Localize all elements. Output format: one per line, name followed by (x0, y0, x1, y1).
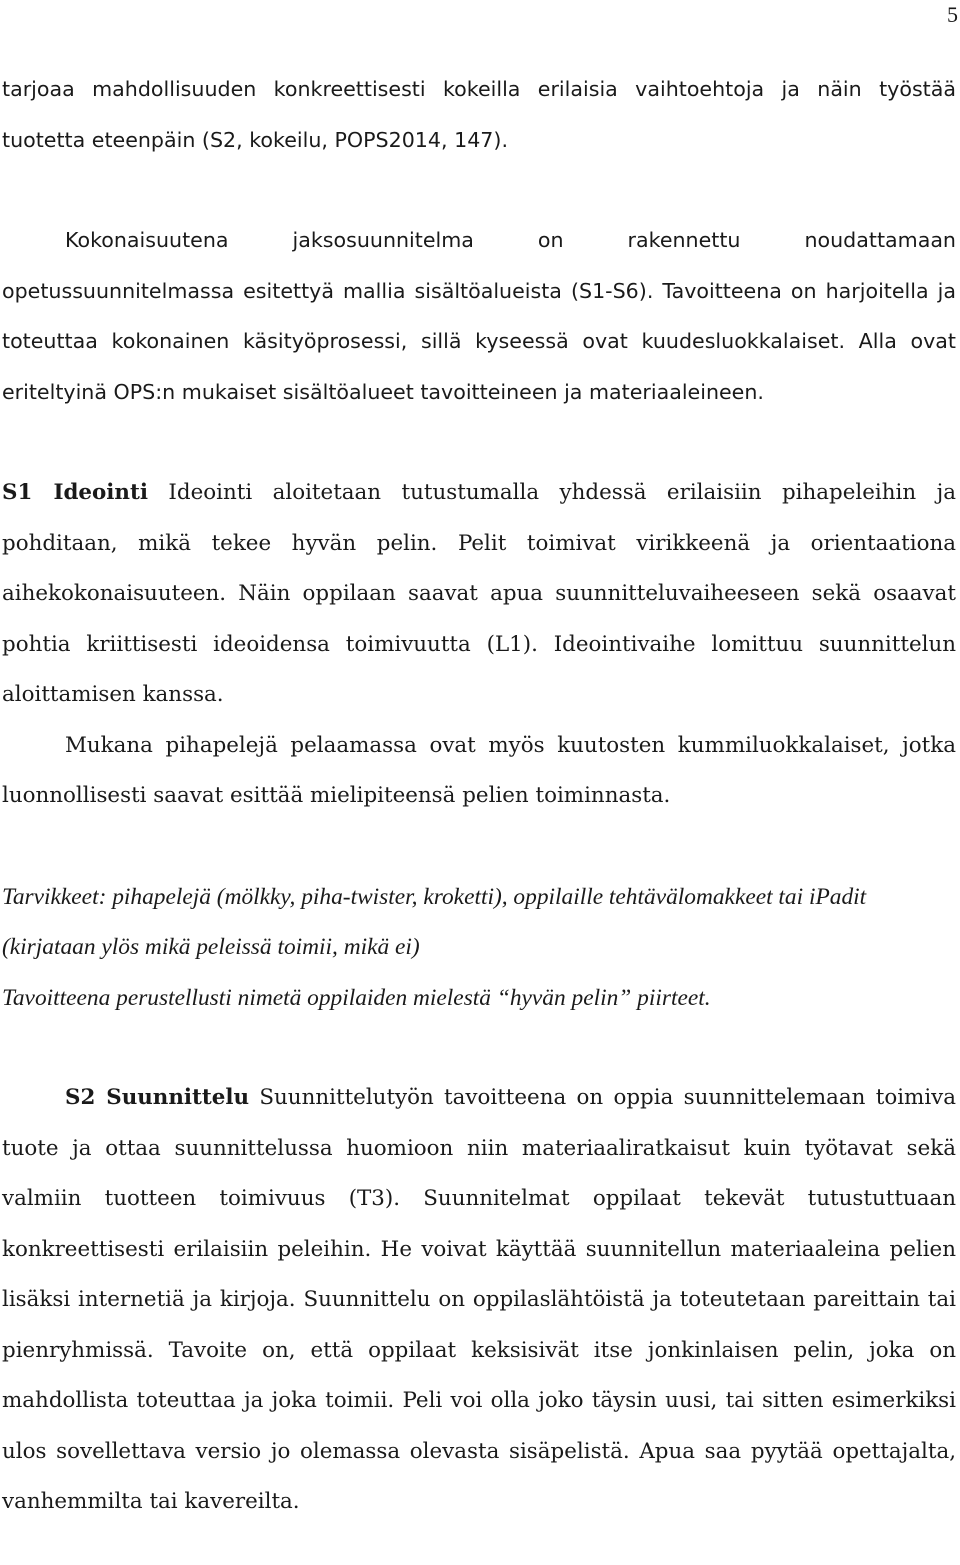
paragraph-intro-continuation: tarjoaa mahdollisuuden konkreettisesti kokeilla erilaisia vaihtoehtoja ja näin työstää tuotetta eteenpäin (S2, kokeilu, POPS2014, 147). (2, 77, 956, 152)
section-s2-text: Suunnittelutyön tavoitteena on oppia suunnittelemaan toimiva tuote ja ottaa suunnittelussa huomioon niin materiaaliratkaisut kuin työtavat sekä valmiin tuotteen toimivuus (T3). Suunnitelmat oppilaat tekevät tutustuttuaan konkreettisesti erilaisiin peleihin. He voivat käyttää suunnitellun materiaaleina pelien lisäksi internetiä ja kirjoja. Suunnittelu on oppilaslähtöistä ja toteutetaan pareittain tai pienryhmissä. Tavoite on, että oppilaat keksisivät itse jonkinlaisen pelin, joka on mahdollista toteuttaa ja joka toimii. Peli voi olla joko täysin uusi, tai sitten esimerkiksi ulos sovellettava versio jo olemassa olevasta sisäpelistä. Apua saa pyytää opettajalta, vanhemmilta tai kavereilta. (2, 1085, 956, 1514)
document-body (2, 64, 956, 1528)
section-s1-label: S1 Ideointi (2, 480, 148, 505)
section-s2 (2, 1073, 956, 1528)
section-s1-text: Ideointi aloitetaan tutustumalla yhdessä erilaisiin pihapeleihin ja pohditaan, mikä tekee hyvän pelin. Pelit toimivat virikkeenä ja orientaationa aihekokonaisuuteen. Näin oppilaan saavat apua suunnitteluvaiheeseen sekä osaavat pohtia kriittisesti ideoidensa toimivuutta (L1). Ideointivaihe lomittuu suunnittelun aloittamisen kanssa. (2, 480, 956, 707)
page-number: 5 (947, 2, 958, 27)
paragraph-s1-extra: Mukana pihapelejä pelaamassa ovat myös kuutosten kummiluokkalaiset, jotka luonnollisesti saavat esittää mielipiteensä pelien toiminnasta. (2, 732, 956, 808)
section-s1 (2, 468, 956, 721)
materials-note: Tarvikkeet: pihapelejä (mölkky, piha-twister, kroketti), oppilaille tehtävälomakkeet tai iPadit (kirjataan ylös mikä peleissä toimii, mikä ei) (2, 883, 867, 960)
paragraph-overview: Kokonaisuutena jaksosuunnitelma on rakennettu noudattamaan opetussuunnitelmassa esitettyä mallia sisältöalueista (S1-S6). Tavoitteena on harjoitella ja toteuttaa kokonainen käsityöprosessi, sillä kyseessä ovat kuudesluokkalaiset. Alla ovat eriteltyinä OPS:n mukaiset sisältöalueet tavoitteineen ja materiaaleineen. (2, 228, 956, 404)
section-s2-label: S2 Suunnittelu (65, 1085, 250, 1110)
goal-note: Tavoitteena perustellusti nimetä oppilaiden mielestä “hyvän pelin” piirteet. (2, 984, 711, 1011)
